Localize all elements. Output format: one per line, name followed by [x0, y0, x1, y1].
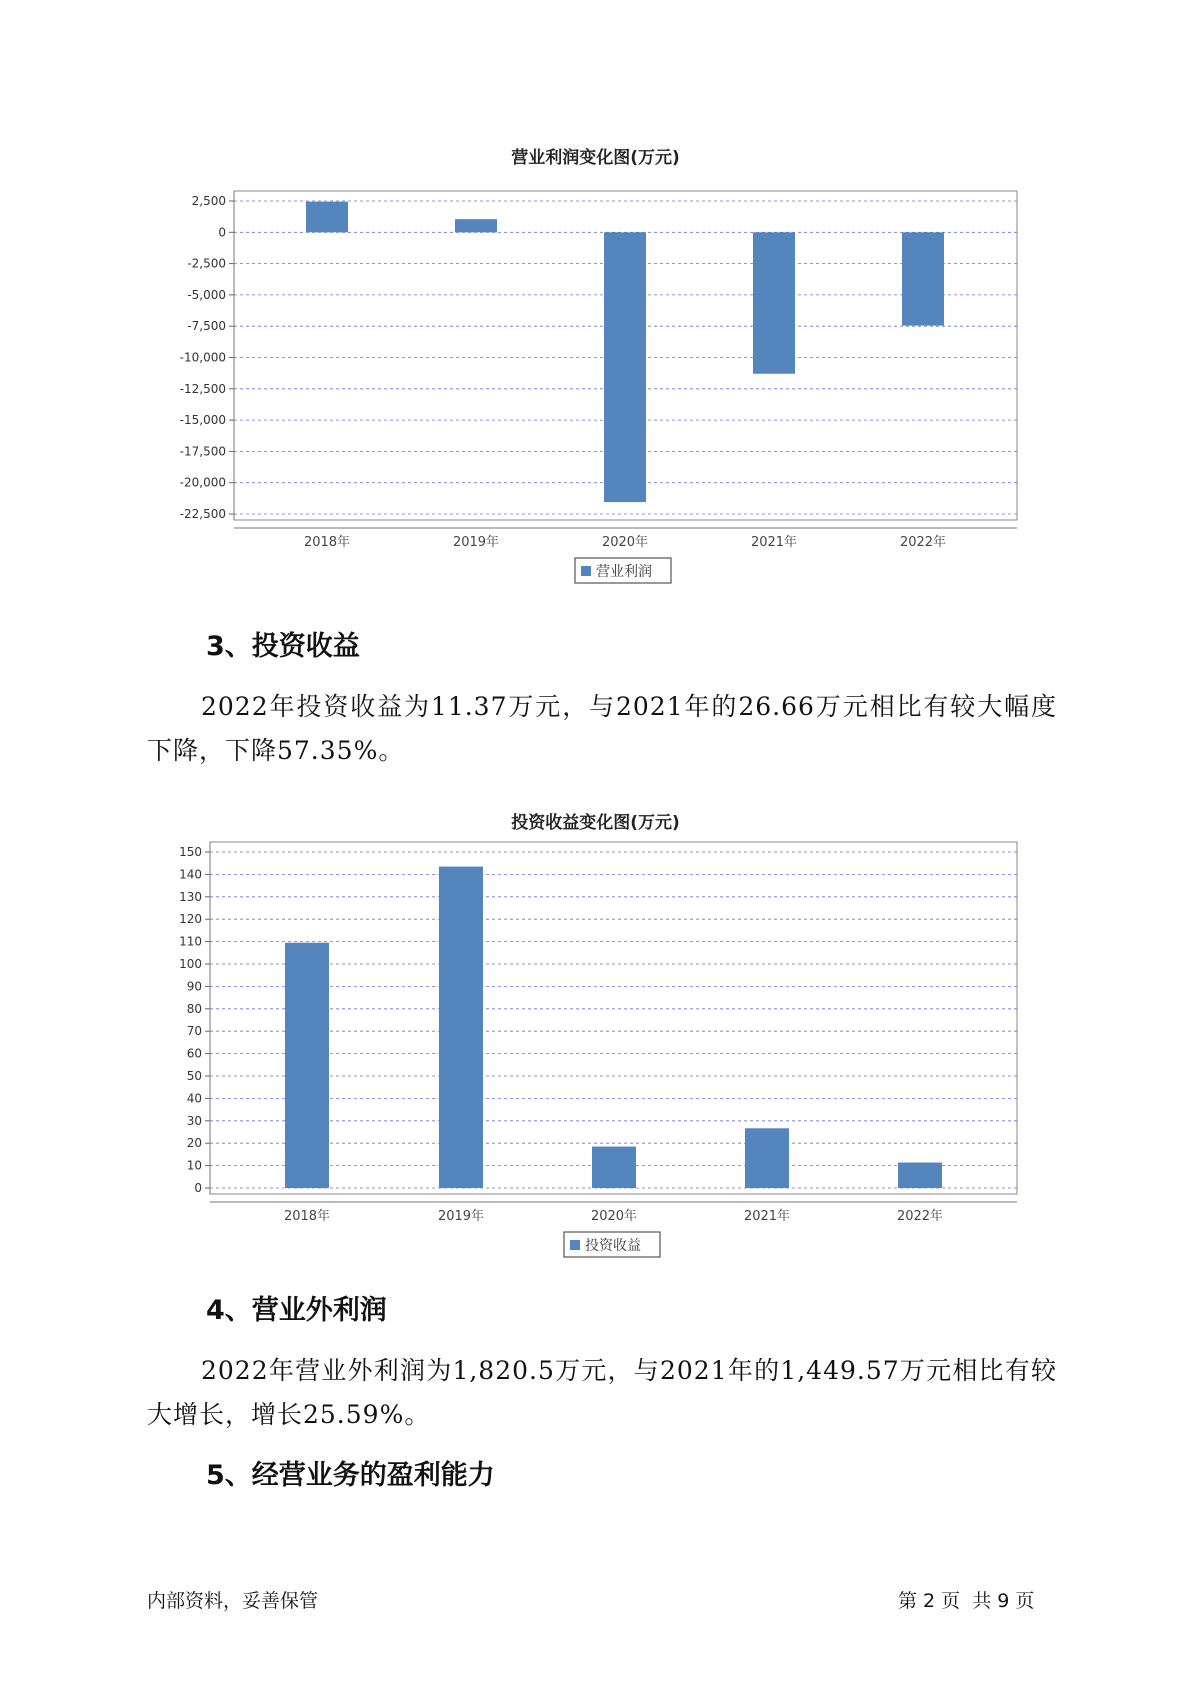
- y-tick-label: 40: [186, 1091, 202, 1106]
- x-tick-label: 2022年: [899, 535, 947, 550]
- bar: [439, 867, 483, 1188]
- y-tick-label: -7,500: [187, 319, 226, 334]
- y-tick-label: 90: [186, 979, 202, 994]
- y-tick-label: 150: [179, 845, 202, 859]
- y-tick-label: 60: [186, 1046, 202, 1061]
- legend-swatch: [570, 1240, 580, 1250]
- y-tick-label: 120: [179, 912, 202, 927]
- section-4-paragraph: 2022年营业外利润为1,820.5万元，与2021年的1,449.57万元相比有较大增长，增长25.59%。: [147, 1356, 1057, 1429]
- y-tick-label: 80: [186, 1001, 202, 1016]
- legend-label: 投资收益: [585, 1238, 641, 1254]
- y-tick-label: -15,000: [179, 413, 226, 428]
- legend-label: 营业利润: [596, 564, 652, 580]
- y-tick-label: 110: [179, 934, 202, 949]
- x-tick-label: 2022年: [896, 1209, 944, 1224]
- y-tick-label: -17,500: [179, 444, 226, 459]
- y-tick-label: 20: [186, 1136, 202, 1151]
- y-tick-label: 10: [186, 1158, 202, 1173]
- x-tick-label: 2019年: [437, 1209, 485, 1224]
- y-tick-label: 70: [186, 1024, 202, 1039]
- y-tick-label: 50: [186, 1069, 202, 1083]
- bar: [592, 1147, 636, 1188]
- section-4-heading: 4、营业外利润: [206, 1295, 387, 1326]
- y-tick-label: -12,500: [179, 381, 226, 396]
- bar: [745, 1128, 789, 1188]
- y-tick-label: -20,000: [179, 475, 226, 490]
- bar: [902, 232, 944, 325]
- x-tick-label: 2021年: [743, 1209, 791, 1224]
- chart-2-title: 投资收益变化图(万元): [511, 813, 680, 833]
- plot-area: [210, 842, 1017, 1194]
- x-tick-label: 2019年: [452, 535, 500, 550]
- y-tick-label: 0: [194, 1181, 202, 1195]
- bar: [455, 219, 497, 232]
- x-tick-label: 2018年: [303, 535, 351, 550]
- y-tick-label: -22,500: [179, 507, 226, 521]
- y-tick-label: 30: [186, 1113, 202, 1128]
- footer-confidential-note: 内部资料，妥善保管: [147, 1590, 319, 1612]
- y-tick-label: -2,500: [187, 256, 226, 271]
- bar: [898, 1163, 942, 1188]
- chart-1-title: 营业利润变化图(万元): [511, 148, 680, 168]
- legend-swatch: [581, 566, 591, 576]
- x-tick-label: 2020年: [590, 1209, 638, 1224]
- y-tick-label: 2,500: [191, 194, 226, 208]
- bar: [753, 232, 795, 373]
- investment-income-chart: [0, 838, 1191, 1258]
- section-5-heading: 5、经营业务的盈利能力: [206, 1460, 495, 1491]
- y-tick-label: -5,000: [187, 287, 226, 302]
- bar: [285, 943, 329, 1188]
- operating-profit-chart: [0, 170, 1191, 590]
- y-tick-label: 140: [179, 867, 202, 882]
- y-tick-label: 0: [218, 225, 226, 240]
- section-3-paragraph: 2022年投资收益为11.37万元，与2021年的26.66万元相比有较大幅度下降，下降57.35%。: [147, 692, 1057, 765]
- y-tick-label: -10,000: [179, 350, 226, 365]
- bar: [306, 202, 348, 233]
- footer-page-number: 第 2 页 共 9 页: [898, 1590, 1035, 1612]
- x-tick-label: 2021年: [750, 535, 798, 550]
- bar: [604, 232, 646, 502]
- y-tick-label: 100: [179, 957, 202, 971]
- section-3-heading: 3、投资收益: [206, 631, 360, 662]
- x-tick-label: 2020年: [601, 535, 649, 550]
- x-tick-label: 2018年: [283, 1209, 331, 1224]
- y-tick-label: 130: [179, 889, 202, 904]
